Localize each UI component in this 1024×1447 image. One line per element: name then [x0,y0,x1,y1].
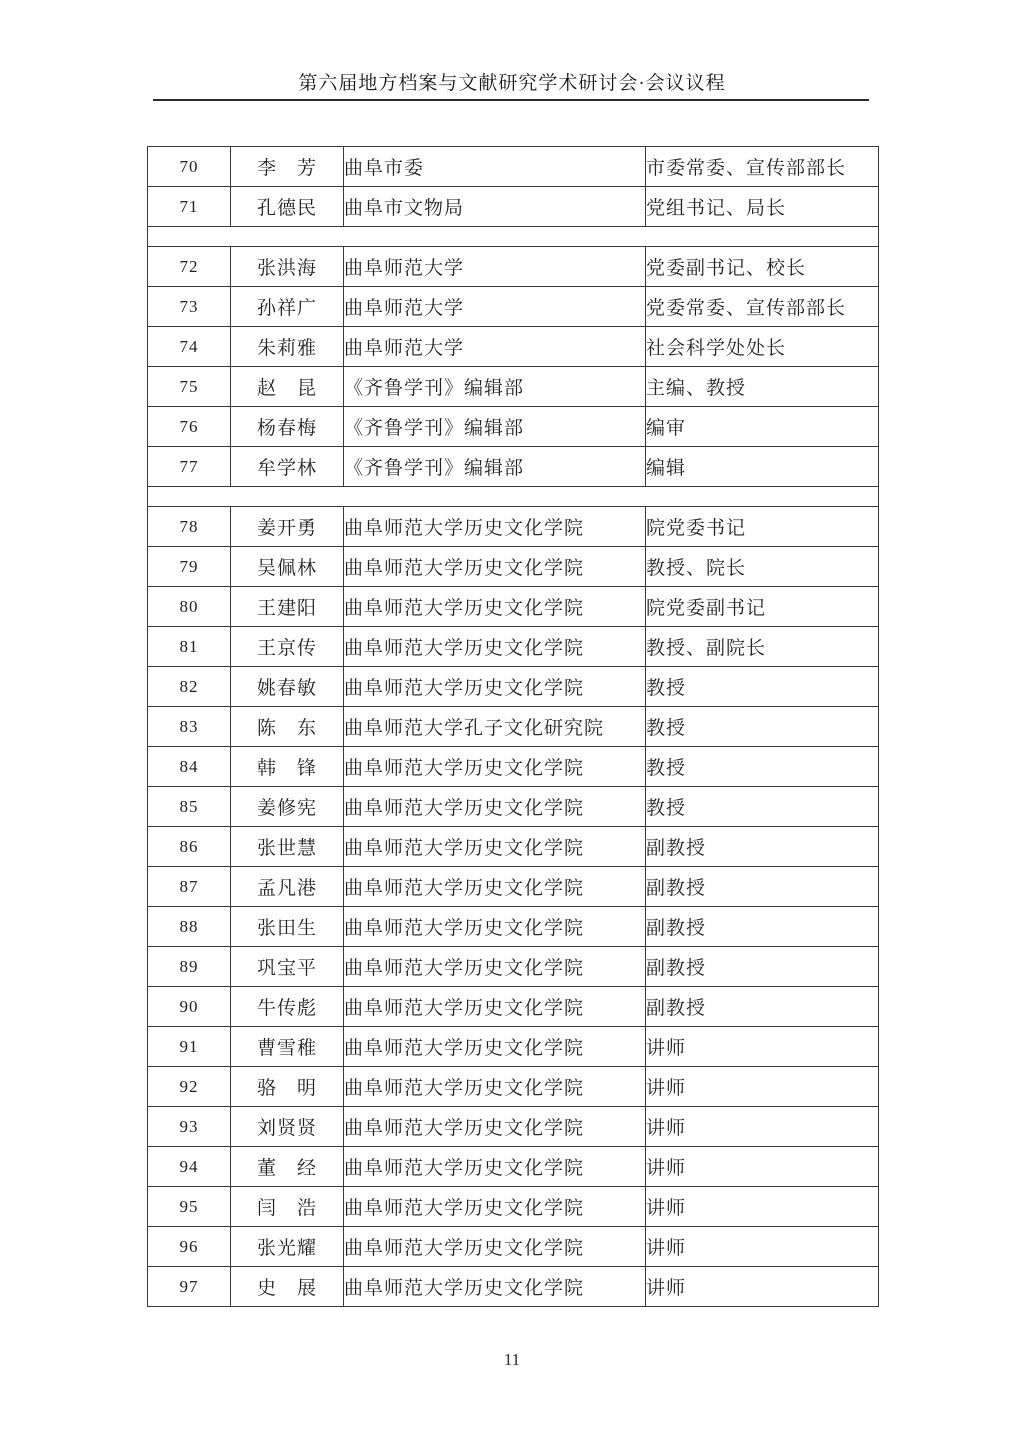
table-row [148,407,879,447]
name-cell: 张田生 [231,907,344,947]
title-cell: 副教授 [646,947,879,987]
row-number-cell: 89 [148,947,231,987]
title-cell: 教授、院长 [646,547,879,587]
name-cell: 牛传彪 [231,987,344,1027]
name-cell: 王京传 [231,627,344,667]
organization-cell: 曲阜市文物局 [344,187,646,227]
header-divider [153,99,869,101]
name-cell: 张洪海 [231,247,344,287]
row-number-cell: 85 [148,787,231,827]
row-number-cell: 78 [148,507,231,547]
table-row [148,187,879,227]
name-cell: 陈 东 [231,707,344,747]
table-row [148,987,879,1027]
name-cell: 骆 明 [231,1067,344,1107]
organization-cell: 曲阜师范大学历史文化学院 [344,627,646,667]
row-number-cell: 94 [148,1147,231,1187]
organization-cell: 《齐鲁学刊》编辑部 [344,367,646,407]
title-cell: 编辑 [646,447,879,487]
organization-cell: 曲阜师范大学历史文化学院 [344,1187,646,1227]
title-cell: 院党委副书记 [646,587,879,627]
organization-cell: 曲阜师范大学历史文化学院 [344,587,646,627]
title-cell: 副教授 [646,987,879,1027]
row-number-cell: 80 [148,587,231,627]
table-row [148,667,879,707]
separator-row [148,487,879,507]
attendee-table [147,146,879,1307]
row-number-cell: 72 [148,247,231,287]
row-number-cell: 93 [148,1107,231,1147]
table-row [148,147,879,187]
name-cell: 闫 浩 [231,1187,344,1227]
row-number-cell: 86 [148,827,231,867]
title-cell: 教授 [646,707,879,747]
organization-cell: 曲阜师范大学历史文化学院 [344,547,646,587]
row-number-cell: 74 [148,327,231,367]
name-cell: 孔德民 [231,187,344,227]
organization-cell: 曲阜师范大学 [344,287,646,327]
row-number-cell: 95 [148,1187,231,1227]
title-cell: 教授、副院长 [646,627,879,667]
row-number-cell: 92 [148,1067,231,1107]
table-row [148,587,879,627]
organization-cell: 曲阜师范大学历史文化学院 [344,827,646,867]
organization-cell: 曲阜师范大学历史文化学院 [344,1227,646,1267]
title-cell: 副教授 [646,907,879,947]
table-row [148,827,879,867]
organization-cell: 曲阜师范大学历史文化学院 [344,907,646,947]
name-cell: 朱莉雅 [231,327,344,367]
row-number-cell: 81 [148,627,231,667]
table-row [148,907,879,947]
row-number-cell: 75 [148,367,231,407]
table-row [148,867,879,907]
title-cell: 讲师 [646,1107,879,1147]
name-cell: 张光耀 [231,1227,344,1267]
title-cell: 教授 [646,667,879,707]
name-cell: 韩 锋 [231,747,344,787]
organization-cell: 曲阜市委 [344,147,646,187]
name-cell: 史 展 [231,1267,344,1307]
table-row [148,1187,879,1227]
name-cell: 姜修宪 [231,787,344,827]
table-row [148,507,879,547]
organization-cell: 曲阜师范大学历史文化学院 [344,507,646,547]
title-cell: 党组书记、局长 [646,187,879,227]
row-number-cell: 90 [148,987,231,1027]
organization-cell: 曲阜师范大学历史文化学院 [344,867,646,907]
table-row [148,547,879,587]
title-cell: 社会科学处处长 [646,327,879,367]
name-cell: 刘贤贤 [231,1107,344,1147]
organization-cell: 曲阜师范大学历史文化学院 [344,1147,646,1187]
title-cell: 讲师 [646,1187,879,1227]
row-number-cell: 79 [148,547,231,587]
table-row [148,1227,879,1267]
row-number-cell: 76 [148,407,231,447]
attendee-table-body [148,147,879,1307]
title-cell: 教授 [646,787,879,827]
table-row [148,747,879,787]
table-row [148,947,879,987]
name-cell: 姜开勇 [231,507,344,547]
name-cell: 张世慧 [231,827,344,867]
name-cell: 杨春梅 [231,407,344,447]
organization-cell: 曲阜师范大学历史文化学院 [344,1107,646,1147]
name-cell: 曹雪稚 [231,1027,344,1067]
title-cell: 讲师 [646,1267,879,1307]
organization-cell: 曲阜师范大学历史文化学院 [344,1067,646,1107]
row-number-cell: 91 [148,1027,231,1067]
organization-cell: 曲阜师范大学历史文化学院 [344,1267,646,1307]
title-cell: 党委副书记、校长 [646,247,879,287]
organization-cell: 曲阜师范大学历史文化学院 [344,787,646,827]
organization-cell: 曲阜师范大学 [344,327,646,367]
separator-cell [148,487,879,507]
title-cell: 讲师 [646,1067,879,1107]
title-cell: 副教授 [646,827,879,867]
page-number: 11 [503,1350,521,1369]
title-cell: 编审 [646,407,879,447]
name-cell: 姚春敏 [231,667,344,707]
name-cell: 孙祥广 [231,287,344,327]
table-row [148,1147,879,1187]
name-cell: 吴佩林 [231,547,344,587]
table-row [148,787,879,827]
name-cell: 孟凡港 [231,867,344,907]
table-row [148,287,879,327]
title-cell: 院党委书记 [646,507,879,547]
organization-cell: 曲阜师范大学历史文化学院 [344,667,646,707]
table-row [148,327,879,367]
name-cell: 董 经 [231,1147,344,1187]
row-number-cell: 83 [148,707,231,747]
row-number-cell: 82 [148,667,231,707]
title-cell: 市委常委、宣传部部长 [646,147,879,187]
organization-cell: 《齐鲁学刊》编辑部 [344,447,646,487]
row-number-cell: 97 [148,1267,231,1307]
title-cell: 主编、教授 [646,367,879,407]
separator-cell [148,227,879,247]
title-cell: 副教授 [646,867,879,907]
row-number-cell: 70 [148,147,231,187]
table-row [148,1067,879,1107]
name-cell: 李 芳 [231,147,344,187]
table-row [148,367,879,407]
organization-cell: 曲阜师范大学 [344,247,646,287]
title-cell: 讲师 [646,1147,879,1187]
title-cell: 讲师 [646,1027,879,1067]
table-row [148,447,879,487]
name-cell: 牟学林 [231,447,344,487]
organization-cell: 曲阜师范大学历史文化学院 [344,947,646,987]
name-cell: 王建阳 [231,587,344,627]
separator-row [148,227,879,247]
organization-cell: 曲阜师范大学历史文化学院 [344,987,646,1027]
table-row [148,627,879,667]
row-number-cell: 84 [148,747,231,787]
row-number-cell: 73 [148,287,231,327]
name-cell: 巩宝平 [231,947,344,987]
organization-cell: 曲阜师范大学历史文化学院 [344,1027,646,1067]
name-cell: 赵 昆 [231,367,344,407]
table-row [148,1027,879,1067]
table-row [148,1107,879,1147]
row-number-cell: 77 [148,447,231,487]
row-number-cell: 87 [148,867,231,907]
title-cell: 教授 [646,747,879,787]
title-cell: 党委常委、宣传部部长 [646,287,879,327]
table-row [148,1267,879,1307]
organization-cell: 曲阜师范大学历史文化学院 [344,747,646,787]
table-row [148,707,879,747]
row-number-cell: 71 [148,187,231,227]
page-title: 第六届地方档案与文献研究学术研讨会·会议议程 [298,73,726,94]
row-number-cell: 88 [148,907,231,947]
organization-cell: 曲阜师范大学孔子文化研究院 [344,707,646,747]
title-cell: 讲师 [646,1227,879,1267]
organization-cell: 《齐鲁学刊》编辑部 [344,407,646,447]
table-row [148,247,879,287]
row-number-cell: 96 [148,1227,231,1267]
